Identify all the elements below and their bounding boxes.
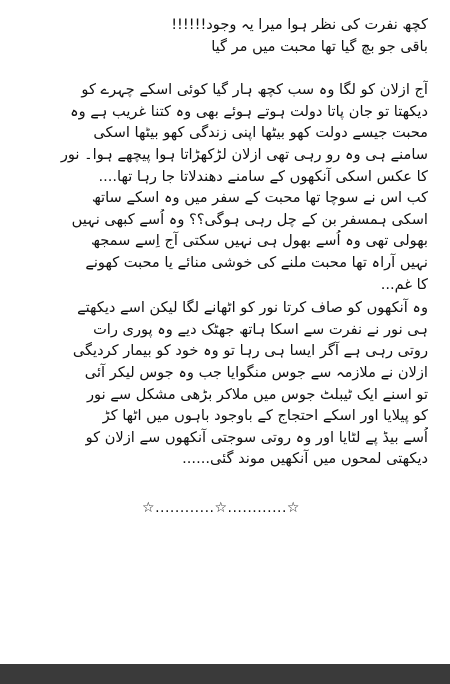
paragraph-1-line: محبت جیسے دولت کھو بیٹھا اپنی زندگی کھو بیٹھا اسکی <box>93 124 428 142</box>
paragraph-2-line: دیکھتی لمحوں میں آنکھیں موند گئی...... <box>182 450 428 468</box>
paragraph-2-line: ہی نور نے نفرت سے اسکا ہاتھ جھٹک دیے وہ پوری رات <box>93 320 428 338</box>
star-divider: ☆............☆............☆ <box>142 499 300 516</box>
bottom-bar <box>0 664 450 684</box>
paragraph-1-line: اسکی ہمسفر بن کے چل رہی ہوگی؟؟ وہ اُسے کبھی نہیں <box>71 210 428 228</box>
paragraph-1-line: سامنے ہی وہ رو رہی تھی ازلان لڑکھڑاتا ہوا پیچھے ہوا۔ نور <box>60 145 428 163</box>
paragraph-2-line: اُسے بیڈ پے لٹایا اور وہ روتی سوجتی آنکھوں سے ازلان کو <box>85 428 428 446</box>
paragraph-2-line: ازلان نے ملازمہ سے جوس منگوایا جب وہ جوس لیکر آئی <box>84 363 428 381</box>
paragraph-1 <box>14 79 428 295</box>
poem-verse <box>14 14 428 57</box>
paragraph-2-line: تو اسنے ایک ٹیبلٹ جوس میں ملاکر بڑھی مشکل سے نور <box>86 385 428 403</box>
poem-line-2: باقی جو بچ گیا تھا محبت میں مر گیا <box>211 37 428 55</box>
spacer <box>14 57 428 79</box>
paragraph-1-line: کا عکس اسکی آنکھوں کے سامنے دھندلاتا جا رہا تھا.... <box>98 167 428 185</box>
paragraph-1-line: دیکھتا تو جان پاتا دولت ہوتے ہوئے بھی وہ کتنا غریب ہے وہ <box>70 102 428 120</box>
paragraph-1-line: کا غم... <box>380 275 428 293</box>
paragraph-2-line: وہ آنکھوں کو صاف کرتا نور کو اٹھانے لگا لیکن اسے دیکھتے <box>77 299 428 317</box>
paragraph-1-line: کب اس نے سوچا تھا محبت کے سفر میں وہ اسکے ساتھ <box>91 189 428 207</box>
poem-line-1: کچھ نفرت کی نظر ہوا میرا یہ وجود!!!!!! <box>171 16 428 33</box>
paragraph-1-line: آج ازلان کو لگا وہ سب کچھ ہار گیا کوئی اسکے چہرے کو <box>81 81 428 99</box>
paragraph-1-line: بھولی تھی وہ اُسے بھول ہی نہیں سکتی آج اِسے سمجھ <box>91 232 428 250</box>
paragraph-2-line: کو پیلایا اور اسکے احتجاج کے باوجود باہوں میں اٹھا کڑ <box>102 407 428 425</box>
paragraph-2-line: روتی رہی ہے آگر ایسا ہی رہا تو وہ خود کو بیمار کردیگی <box>72 342 428 360</box>
paragraph-2 <box>14 297 428 470</box>
paragraph-1-line: نہیں آراہ تھا محبت ملنے کی خوشی منائے یا محبت کھونے <box>85 253 428 271</box>
